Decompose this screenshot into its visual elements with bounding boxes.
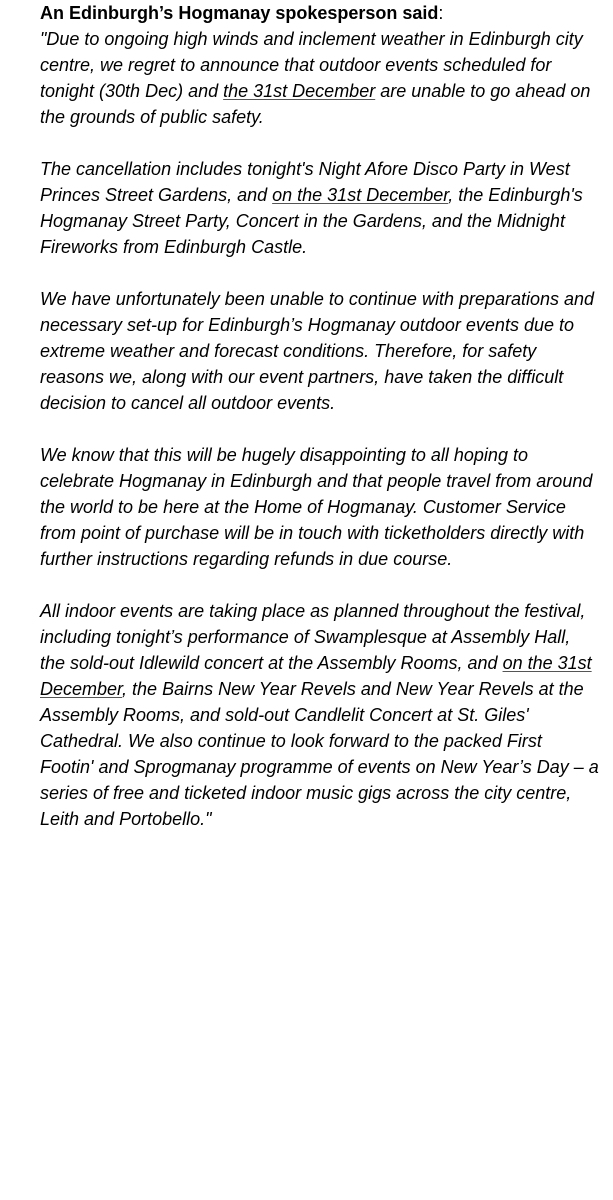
paragraph-text: , the Bairns New Year Revels and New Year Revels at the Assembly Rooms, and sold-out Candlelit Concert at St. Giles' Cathedral. We also continue to look forward to the packed First Footin' and Sprogmanay programme of events on New Year’s Day – a series of free and ticketed indoor music gigs across the city centre, Leith and Portobello." <box>40 679 599 829</box>
paragraph-text: The cancellation includes tonight's Night Afore Disco Party in West Princes Street Gardens, and <box>40 159 570 205</box>
heading-colon: : <box>438 3 444 23</box>
paragraph-2 <box>40 156 599 260</box>
date-link[interactable]: on the 31st December <box>40 653 592 699</box>
paragraph-text: All indoor events are taking place as planned throughout the festival, including tonight’s performance of Swamplesque at Assembly Hall, the sold-out Idlewild concert at the Assembly Rooms, and <box>40 601 586 673</box>
date-link[interactable]: on the 31st December <box>272 185 449 205</box>
paragraph-1 <box>40 26 599 130</box>
paragraph-text: "Due to ongoing high winds and inclement weather in Edinburgh city centre, we regret to announce that outdoor events scheduled for tonight (30th Dec) and <box>40 29 583 101</box>
statement-heading <box>40 0 599 26</box>
paragraph-text: We know that this will be hugely disappointing to all hoping to celebrate Hogmanay in Edinburgh and that people travel from around the world to be here at the Home of Hogmanay. Customer Service from point of purchase will be in touch with ticketholders directly with further instructions regarding refunds in due course. <box>40 445 593 569</box>
paragraph-5 <box>40 598 599 832</box>
paragraph-4 <box>40 442 599 572</box>
paragraph-text: We have unfortunately been unable to continue with preparations and necessary set-up for Edinburgh’s Hogmanay outdoor events due to extreme weather and forecast conditions. Therefore, for safety reasons we, along with our event partners, have taken the difficult decision to cancel all outdoor events. <box>40 289 595 413</box>
paragraph-3 <box>40 286 599 416</box>
paragraph-text: are unable to go ahead on the grounds of public safety. <box>40 81 591 127</box>
date-link[interactable]: the 31st December <box>223 81 376 101</box>
heading-text: An Edinburgh’s Hogmanay spokesperson said <box>40 3 439 23</box>
paragraph-text: , the Edinburgh's Hogmanay Street Party, Concert in the Gardens, and the Midnight Fireworks from Edinburgh Castle. <box>40 185 583 257</box>
